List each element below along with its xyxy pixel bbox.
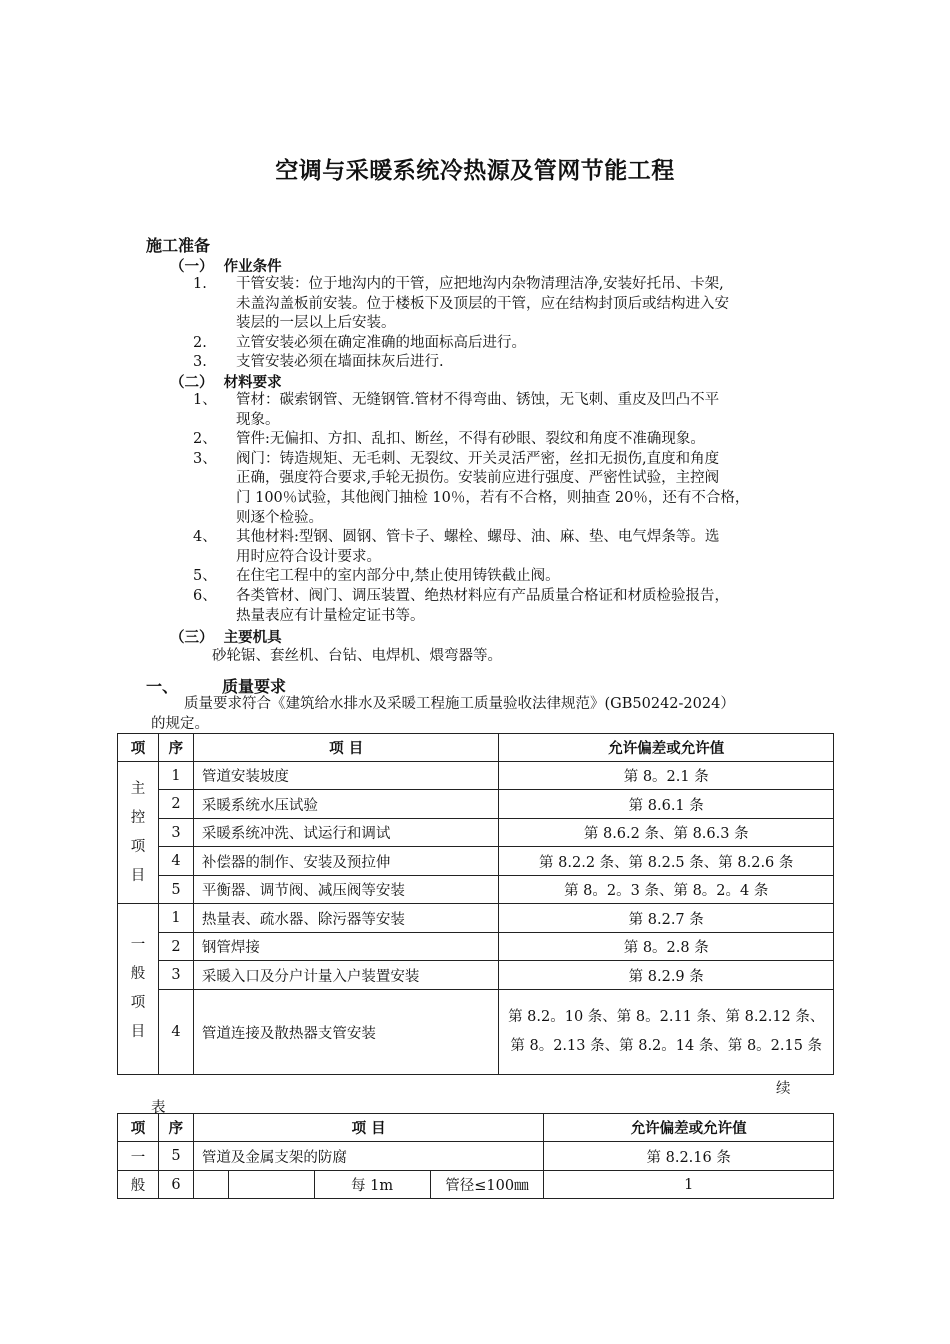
equipment-text: 砂轮锯、套丝机、台钻、电焊机、煨弯器等。: [212, 648, 502, 664]
table-header-row: [118, 734, 834, 762]
list-item-text: 阀门：铸造规矩、无毛刺、无裂纹、开关灵活严密，丝扣无损伤,直度和角度: [236, 450, 720, 467]
continued-label-b: 表: [151, 1100, 166, 1116]
row-seq: 1: [158, 904, 193, 933]
list-item-text: 正确，强度符合要求,手轮无损伤。安装前应进行强度、严密性试验，主控阀: [236, 470, 720, 487]
row-cell: 每 1m: [314, 1171, 430, 1199]
subsection-label-2: [170, 371, 282, 392]
continued-label-a: 续: [776, 1081, 791, 1097]
category-char: 般: [130, 966, 146, 982]
list-item-number: 1.: [193, 276, 207, 292]
list-item-text: 现象。: [236, 411, 280, 428]
row-seq: 3: [158, 961, 193, 990]
list-item-text: 在住宅工程中的室内部分中,禁止使用铸铁截止阀。: [236, 568, 560, 585]
list-item-text: 立管安装必须在确定准确的地面标高后进行。: [236, 334, 526, 351]
header-value: 允许偏差或允许值: [544, 1114, 834, 1142]
header-value: 允许偏差或允许值: [499, 734, 834, 762]
list-item-number: 4、: [193, 529, 217, 546]
quality-section-number: 一、: [146, 677, 179, 696]
subsection-label-3: [170, 626, 282, 647]
category-char: 一: [118, 1142, 159, 1171]
row-value: 第 8.2.16 条: [544, 1142, 834, 1171]
list-item-text: 其他材料:型钢、圆钢、管卡子、螺栓、螺母、油、麻、垫、电气焊条等。选: [236, 529, 720, 546]
quality-table: [117, 733, 834, 1075]
list-item-text: 管材：碳索钢管、无缝钢管.管材不得弯曲、锈蚀，无飞刺、重皮及凹凸不平: [236, 392, 720, 408]
list-item-text: 门 100％试验，其他阀门抽检 10％，若有不合格，则抽查 20％，还有不合格，: [236, 490, 750, 506]
subsection-number: （二）: [170, 375, 214, 391]
header-category: 项: [118, 734, 159, 762]
section-heading-prep: 施工准备: [146, 236, 211, 255]
subsection-title: 作业条件: [223, 259, 282, 275]
row-value: 第 8.6.1 条: [499, 790, 834, 819]
quality-intro-line2: 的规定。: [151, 716, 209, 732]
subsection-number: （三）: [170, 630, 214, 646]
table-row: [118, 1142, 834, 1171]
row-value: [499, 990, 834, 1075]
table-header-row: [118, 1114, 834, 1142]
header-seq: 序: [158, 734, 193, 762]
header-item: 项 目: [193, 1114, 543, 1142]
continued-table: [117, 1113, 834, 1199]
row-seq: 3: [158, 819, 193, 847]
category-char: 目: [130, 867, 146, 884]
list-item-text: 支管安装必须在墙面抹灰后进行.: [236, 354, 444, 370]
row-item: 采暖系统冲洗、试运行和调试: [193, 819, 499, 847]
row-item: 管道安装坡度: [193, 762, 499, 790]
table-row: [118, 790, 834, 819]
row-seq: 4: [158, 847, 193, 876]
row-value: 第 8。2.1 条: [499, 762, 834, 790]
table-row: [118, 876, 834, 904]
table-row: [118, 961, 834, 990]
category-general: [118, 904, 159, 1075]
row-value: 第 8.2.7 条: [499, 904, 834, 933]
category-char: 项: [130, 995, 146, 1011]
subsection-label-1: [170, 255, 282, 276]
quality-section-title: 质量要求: [222, 677, 287, 696]
row-seq: 2: [158, 933, 193, 961]
table-row: [118, 847, 834, 876]
list-item-text: 装层的一层以上后安装。: [236, 315, 396, 331]
category-char: 一: [130, 937, 146, 953]
row-value: 1: [544, 1171, 834, 1199]
row-value: 第 8.2.9 条: [499, 961, 834, 990]
quality-intro-line1: 质量要求符合《建筑给水排水及采暖工程施工质量验收法律规范》(GB50242-2024）: [184, 696, 735, 712]
category-char: 目: [130, 1024, 146, 1040]
row-seq: 5: [158, 876, 193, 904]
row-cell: 管径≤100㎜: [430, 1171, 544, 1199]
row-item: 采暖入口及分户计量入户装置安装: [193, 961, 499, 990]
category-char: 控: [130, 809, 146, 826]
header-item: 项 目: [193, 734, 499, 762]
header-seq: 序: [158, 1114, 193, 1142]
table-row: [118, 933, 834, 961]
list-item-text: 用时应符合设计要求。: [236, 548, 381, 565]
list-item-number: 3.: [193, 354, 207, 370]
row-cell: [193, 1171, 228, 1199]
header-category: 项: [118, 1114, 159, 1142]
list-item-number: 1、: [193, 392, 217, 408]
row-item: 热量表、疏水器、除污器等安装: [193, 904, 499, 933]
table-row: [118, 904, 834, 933]
list-item-number: 2、: [193, 431, 217, 448]
list-item-text: 管件:无偏扣、方扣、乱扣、断丝，不得有砂眼、裂纹和角度不准确现象。: [236, 431, 705, 448]
row-value: 第 8。2。3 条、第 8。2。4 条: [499, 876, 834, 904]
row-value: 第 8。2.8 条: [499, 933, 834, 961]
subsection-title: 主要机具: [223, 630, 282, 646]
list-item-text: 各类管材、阀门、调压装置、绝热材料应有产品质量合格证和材质检验报告，: [236, 588, 729, 604]
row-seq: 2: [158, 790, 193, 819]
row-item: 管道及金属支架的防腐: [193, 1142, 543, 1171]
row-seq: 4: [158, 990, 193, 1075]
table-row: [118, 1171, 834, 1199]
category-char: 项: [130, 838, 146, 855]
list-item-number: 3、: [193, 450, 217, 467]
list-item-text: 干管安装：位于地沟内的干管，应把地沟内杂物清理洁净,安装好托吊、卡架,: [236, 276, 724, 292]
list-item-text: 则逐个检验。: [236, 509, 323, 526]
table-row: [118, 990, 834, 1075]
row-seq: 6: [158, 1171, 193, 1199]
row-seq: 5: [158, 1142, 193, 1171]
list-item-text: 热量表应有计量检定证书等。: [236, 607, 425, 624]
table-row: [118, 762, 834, 790]
category-char: 主: [130, 780, 146, 797]
row-value-text: 第 8.2。10 条、第 8。2.11 条、第 8.2.12 条、第 8。2.13 条、第 8.2。14 条、第 8。2.15 条: [508, 1009, 825, 1054]
row-value: 第 8.6.2 条、第 8.6.3 条: [499, 819, 834, 847]
subsection-number: （一）: [170, 259, 214, 275]
list-item-number: 6、: [193, 588, 217, 604]
list-item-number: 5、: [193, 568, 217, 585]
row-item: 平衡器、调节阀、减压阀等安装: [193, 876, 499, 904]
table-row: [118, 819, 834, 847]
category-main-control: [118, 762, 159, 904]
row-item: 管道连接及散热器支管安装: [193, 990, 499, 1075]
row-item: 补偿器的制作、安装及预拉伸: [193, 847, 499, 876]
category-char: 般: [118, 1171, 159, 1199]
row-value: 第 8.2.2 条、第 8.2.5 条、第 8.2.6 条: [499, 847, 834, 876]
row-item: 采暖系统水压试验: [193, 790, 499, 819]
row-seq: 1: [158, 762, 193, 790]
page-title: 空调与采暖系统冷热源及管网节能工程: [275, 158, 675, 184]
subsection-title: 材料要求: [223, 375, 282, 391]
row-item: 钢管焊接: [193, 933, 499, 961]
list-item-text: 未盖沟盖板前安装。位于楼板下及顶层的干管，应在结构封顶后或结构进入安: [236, 295, 729, 312]
row-cell: [228, 1171, 314, 1199]
list-item-number: 2.: [193, 334, 207, 351]
